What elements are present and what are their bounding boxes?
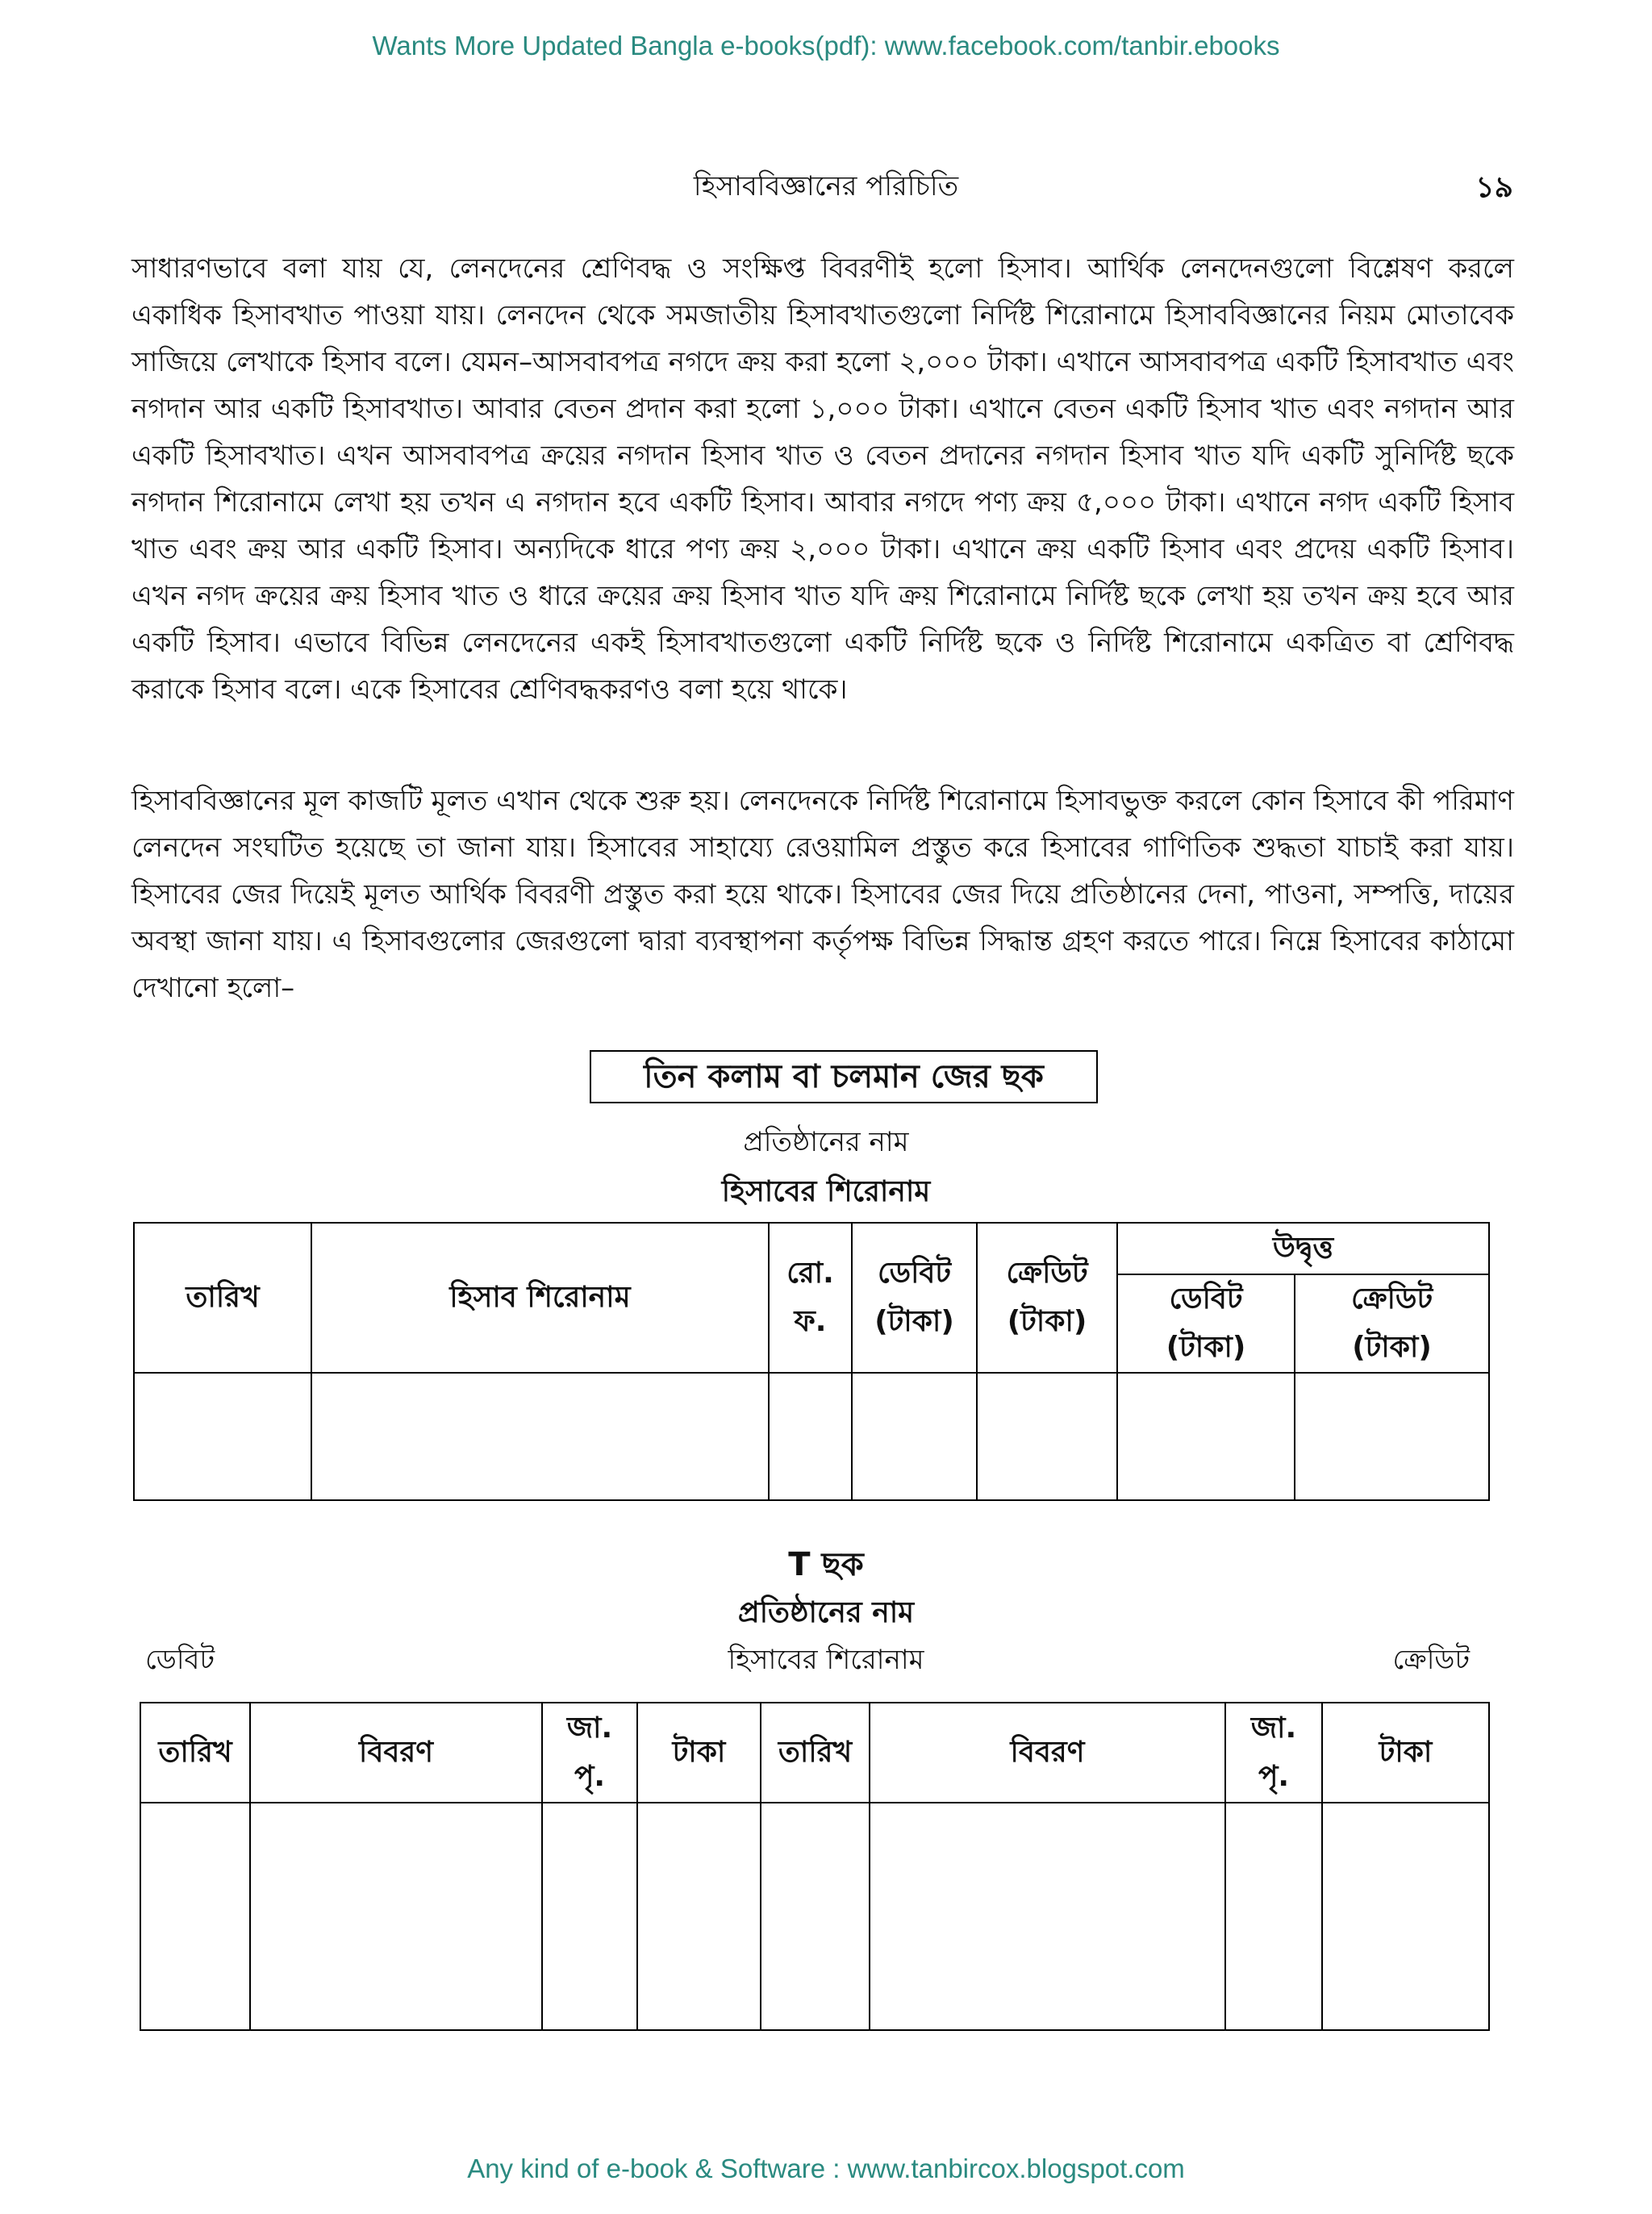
paragraph: হিসাববিজ্ঞানের মূল কাজটি মূলত এখান থেকে শুরু হয়। লেনদেনকে নির্দিষ্ট শিরোনামে হিসাবভুক্ত করলে কোন হিসাবে কী পরিমাণ লেনদেন সংঘটিত হয়েছে তা জানা যায়। হিসাবের সাহায্যে রেওয়ামিল প্রস্তুত করে হিসাবের গাণিতিক শুদ্ধতা যাচাই করা যায়। হিসাবের জের দিয়েই মূলত আর্থিক বিবরণী প্রস্তুত করা হয়ে থাকে। হিসাবের জের দিয়ে প্রতিষ্ঠানের দেনা, পাওনা, সম্পত্তি, দায়ের অবস্থা জানা যায়। এ হিসাবগুলোর জেরগুলো দ্বারা ব্যবস্থাপনা কর্তৃপক্ষ বিভিন্ন সিদ্ধান্ত গ্রহণ করতে পারে। নিম্নে হিসাবের কাঠামো দেখানো হলো– (131, 785, 1514, 1004)
header-debit-journal-folio: জা. পৃ. (542, 1703, 637, 1803)
cell (852, 1373, 977, 1500)
table-row (140, 1803, 1489, 2030)
cell (870, 1803, 1225, 2030)
three-column-ledger-table (133, 1222, 1490, 1501)
header-debit: ডেবিট (টাকা) (852, 1223, 977, 1373)
cell (311, 1373, 769, 1500)
cell (1295, 1373, 1489, 1500)
cell (977, 1373, 1117, 1500)
t-account-title: T ছক (788, 1546, 864, 1583)
header-account-head: হিসাব শিরোনাম (311, 1223, 769, 1373)
three-column-ledger-title: তিন কলাম বা চলমান জের ছক (590, 1050, 1098, 1103)
header-balance: উদ্বৃত্ত (1117, 1223, 1489, 1274)
header-ledger-folio: রো. ফ. (769, 1223, 852, 1373)
table-row (134, 1373, 1489, 1500)
debit-label: ডেবিট (145, 1644, 215, 1676)
header-credit-journal-folio: জা. পৃ. (1225, 1703, 1322, 1803)
cell (140, 1803, 250, 2030)
header-date: তারিখ (134, 1223, 311, 1373)
cell (761, 1803, 870, 2030)
cell (637, 1803, 761, 2030)
credit-label: ক্রেডিট (1392, 1644, 1470, 1676)
cell (1322, 1803, 1489, 2030)
account-title: হিসাবের শিরোনাম (721, 1175, 931, 1208)
header-credit-date: তারিখ (761, 1703, 870, 1803)
header-debit-particulars: বিবরণ (250, 1703, 542, 1803)
top-banner: Wants More Updated Bangla e-books(pdf): www.facebook.com/tanbir.ebooks (372, 31, 1280, 60)
header-credit-amount: টাকা (1322, 1703, 1489, 1803)
organization-name: প্রতিষ্ঠানের নাম (743, 1126, 909, 1158)
t-account-table (140, 1702, 1490, 2031)
paragraph: সাধারণভাবে বলা যায় যে, লেনদেনের শ্রেণিবদ্ধ ও সংক্ষিপ্ত বিবরণীই হলো হিসাব। আর্থিক লেনদেনগুলো বিশ্লেষণ করলে একাধিক হিসাবখাত পাওয়া যায়। লেনদেন থেকে সমজাতীয় হিসাবখাতগুলো নির্দিষ্ট শিরোনামে হিসাববিজ্ঞানের নিয়ম মোতাবেক সাজিয়ে লেখাকে হিসাব বলে। যেমন–আসবাবপত্র নগদে ক্রয় করা হলো ২,০০০ টাকা। এখানে আসবাবপত্র একটি হিসাবখাত এবং নগদান আর একটি হিসাবখাত। আবার বেতন প্রদান করা হলো ১,০০০ টাকা। এখানে বেতন একটি হিসাব খাত এবং নগদান আর একটি হিসাবখাত। এখন আসবাবপত্র ক্রয়ের নগদান হিসাব খাত ও বেতন প্রদানের নগদান হিসাব খাত যদি একটি সুনির্দিষ্ট ছকে নগদান শিরোনামে লেখা হয় তখন এ নগদান হবে একটি হিসাব। আবার নগদে পণ্য ক্রয় ৫,০০০ টাকা। এখানে নগদ একটি হিসাব খাত এবং ক্রয় আর একটি হিসাব। অন্যদিকে ধারে পণ্য ক্রয় ২,০০০ টাকা। এখানে ক্রয় একটি হিসাব এবং প্রদেয় একটি হিসাব। এখন নগদ ক্রয়ের ক্রয় হিসাব খাত ও ধারে ক্রয়ের ক্রয় হিসাব খাত যদি ক্রয় শিরোনামে নির্দিষ্ট ছকে লেখা হয় তখন ক্রয় হবে আর একটি হিসাব। এভাবে বিভিন্ন লেনদেনের একই হিসাবখাতগুলো একটি নির্দিষ্ট ছকে ও নির্দিষ্ট শিরোনামে একত্রিত বা শ্রেণিবদ্ধ করাকে হিসাব বলে। একে হিসাবের শ্রেণিবদ্ধকরণও বলা হয়ে থাকে। (131, 252, 1514, 706)
page-number: ১৯ (1475, 171, 1513, 204)
cell (134, 1373, 311, 1500)
cell (250, 1803, 542, 2030)
header-credit-particulars: বিবরণ (870, 1703, 1225, 1803)
header-credit: ক্রেডিট (টাকা) (977, 1223, 1117, 1373)
cell (1117, 1373, 1295, 1500)
header-debit-amount: টাকা (637, 1703, 761, 1803)
cell (769, 1373, 852, 1500)
header-balance-credit: ক্রেডিট (টাকা) (1295, 1274, 1489, 1373)
cell (542, 1803, 637, 2030)
running-title: হিসাববিজ্ঞানের পরিচিতি (693, 170, 959, 202)
bottom-banner: Any kind of e-book & Software : www.tanbircox.blogspot.com (467, 2154, 1185, 2183)
organization-name: প্রতিষ্ঠানের নাম (737, 1596, 915, 1629)
account-title: হিসাবের শিরোনাম (728, 1644, 924, 1676)
header-balance-debit: ডেবিট (টাকা) (1117, 1274, 1295, 1373)
cell (1225, 1803, 1322, 2030)
header-debit-date: তারিখ (140, 1703, 250, 1803)
